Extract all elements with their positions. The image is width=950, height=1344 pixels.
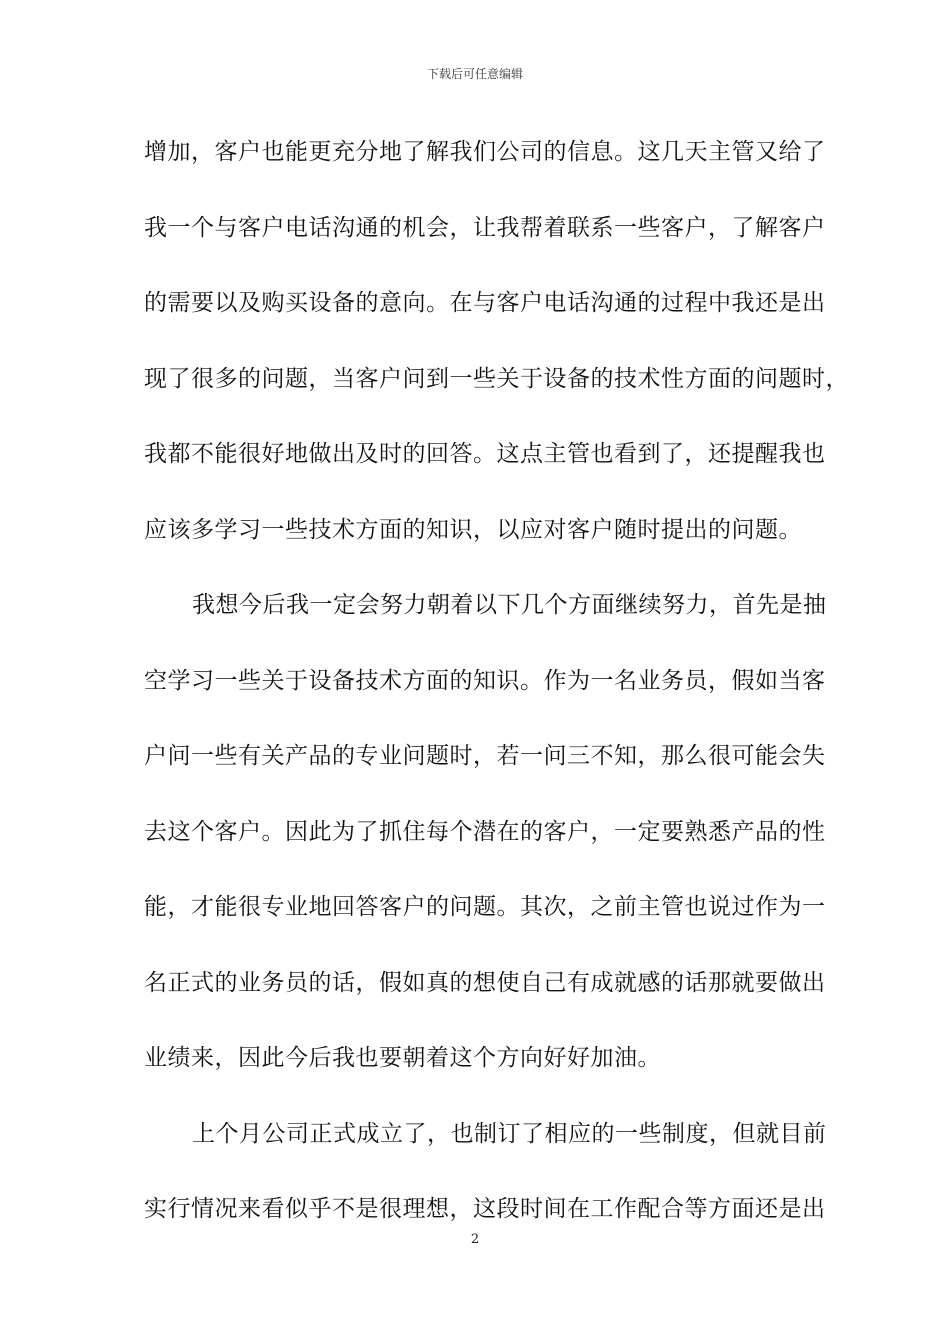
body-line: 能，才能很专业地回答客户的问题。其次，之前主管也说过作为一 (144, 894, 826, 920)
body-line: 业绩来，因此今后我也要朝着这个方向好好加油。 (144, 1045, 661, 1071)
body-line: 实行情况来看似乎不是很理想，这段时间在工作配合等方面还是出 (144, 1196, 826, 1222)
body-line: 我都不能很好地做出及时的回答。这点主管也看到了，还提醒我也 (144, 441, 826, 467)
page-header: 下载后可任意编辑 (426, 67, 523, 81)
body-line: 我一个与客户电话沟通的机会，让我帮着联系一些客户，了解客户 (144, 214, 826, 241)
body-line: 现了很多的问题，当客户问到一些关于设备的技术性方面的问题时， (144, 365, 849, 392)
body-line: 的需要以及购买设备的意向。在与客户电话沟通的过程中我还是出 (144, 290, 826, 316)
body-line: 应该多学习一些技术方面的知识，以应对客户随时提出的问题。 (144, 516, 802, 543)
body-line: 名正式的业务员的话，假如真的想使自己有成就感的话那就要做出 (144, 969, 826, 996)
body-line: 户问一些有关产品的专业问题时，若一问三不知，那么很可能会失 (144, 743, 826, 769)
paragraph-start-line: 我想今后我一定会努力朝着以下几个方面继续努力，首先是抽 (192, 592, 827, 618)
body-line: 增加，客户也能更充分地了解我们公司的信息。这几天主管又给了 (144, 139, 826, 165)
body-line: 去这个客户。因此为了抓住每个潜在的客户，一定要熟悉产品的性 (144, 818, 826, 845)
body-line: 空学习一些关于设备技术方面的知识。作为一名业务员，假如当客 (144, 667, 826, 694)
page-number: 2 (470, 1232, 480, 1247)
paragraph-start-line: 上个月公司正式成立了，也制订了相应的一些制度，但就目前 (192, 1120, 827, 1147)
document-body (144, 128, 849, 1261)
